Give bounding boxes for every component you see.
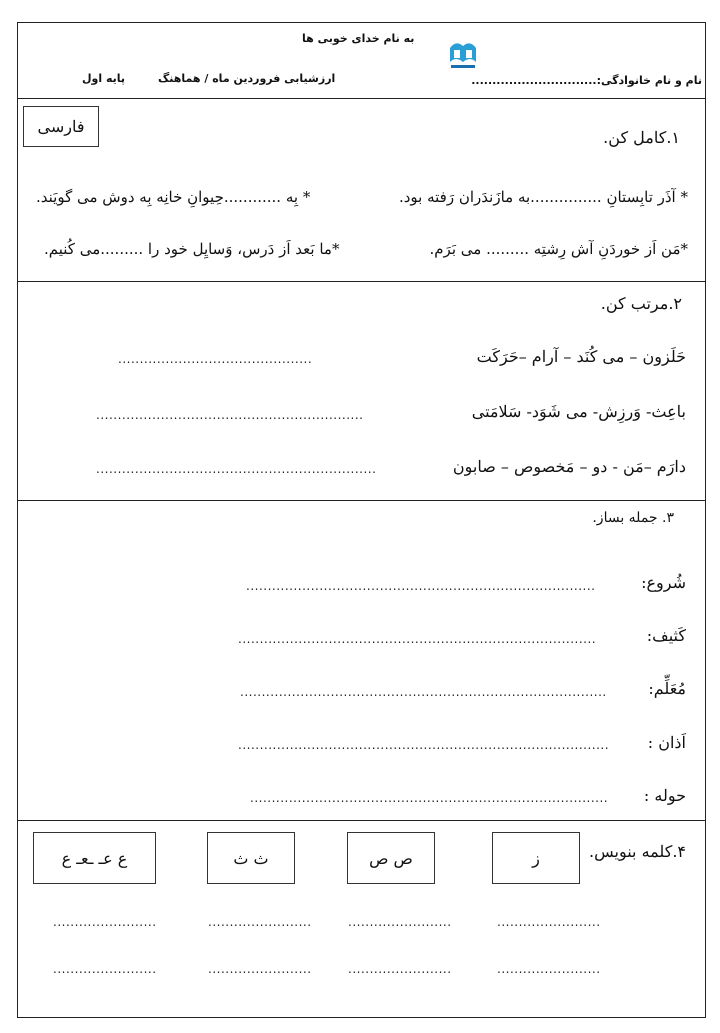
grade-label: پایه اول — [82, 72, 126, 85]
q3-blank-3: ..................................................................................... — [240, 685, 607, 699]
q2-item-2-words: باعِث- وَرزِش- می شَوَد- سَلامَتی — [471, 402, 686, 421]
section-divider-1 — [17, 281, 706, 282]
subject-box: فارسی — [23, 106, 99, 147]
q4-blank-1b: ........................ — [497, 962, 601, 976]
q2-title: ۲.مرتب کن. — [600, 294, 682, 313]
q3-word-2: کَثیف: — [646, 626, 686, 645]
q3-word-1: شُروع: — [641, 573, 686, 592]
q2-item-1-blank: ............................................. — [118, 352, 313, 366]
school-logo-icon — [446, 38, 480, 72]
q4-blank-1a: ........................ — [497, 915, 601, 929]
q1-line1-a: * آذَر تابِستانِ ...............به مازَندَران رَفته بود. — [398, 188, 688, 206]
q4-blank-4a: ........................ — [53, 915, 157, 929]
q3-blank-4: ...................................................................................... — [238, 738, 610, 752]
q3-blank-1: ................................................................................. — [246, 579, 596, 593]
q2-item-3-words: دارَم –مَن - دو – مَخصوص – صابون — [452, 457, 686, 476]
letter-box-2: ص ص — [347, 832, 435, 884]
q3-word-5: حوله : — [643, 786, 686, 805]
q4-blank-4b: ........................ — [53, 962, 157, 976]
q1-line1-b: * بِه ............حِیوانِ خانِه بِه دوش می گویَند. — [36, 188, 311, 206]
q4-blank-2b: ........................ — [348, 962, 452, 976]
q4-blank-2a: ........................ — [348, 915, 452, 929]
q1-line2-b: *ما بَعد اَز دَرس، وَسایِل خود را .........می کُنیم. — [44, 240, 340, 258]
q1-title: ۱.کامل کن. — [603, 128, 680, 147]
q3-word-4: اَذان : — [647, 733, 686, 752]
q2-item-3-blank: ................................................................. — [96, 462, 377, 476]
q4-title: ۴.کلمه بنویس. — [589, 842, 686, 861]
bismillah: به نام خدای خوبی ها — [302, 32, 415, 45]
q2-item-2-blank: .............................................................. — [96, 408, 364, 422]
q4-blank-3b: ........................ — [208, 962, 312, 976]
header-divider — [17, 98, 706, 99]
letter-box-4: ع عـ ـعـ ع — [33, 832, 156, 884]
q3-title: ۳. جمله بساز. — [592, 510, 674, 526]
section-divider-3 — [17, 820, 706, 821]
q3-word-3: مُعَلِّم: — [648, 679, 686, 698]
q3-blank-5: ................................................................................... — [250, 791, 609, 805]
section-divider-2 — [17, 500, 706, 501]
letter-box-1: ز — [492, 832, 580, 884]
q2-item-1-words: حَلَزون – می کُنَد – آرام –حَرَکَت — [476, 347, 686, 366]
q3-blank-2: ................................................................................... — [238, 632, 597, 646]
exam-title: ارزشیابی فروردین ماه / هماهنگ — [158, 72, 336, 85]
q4-blank-3a: ........................ — [208, 915, 312, 929]
student-name-label: نام و نام خانوادگی:.............................. — [471, 74, 702, 87]
q1-line2-a: *مَن اَز خوردَنِ آش رِشتِه ......... می بَرَم. — [429, 240, 688, 258]
letter-box-3: ث ث — [207, 832, 295, 884]
